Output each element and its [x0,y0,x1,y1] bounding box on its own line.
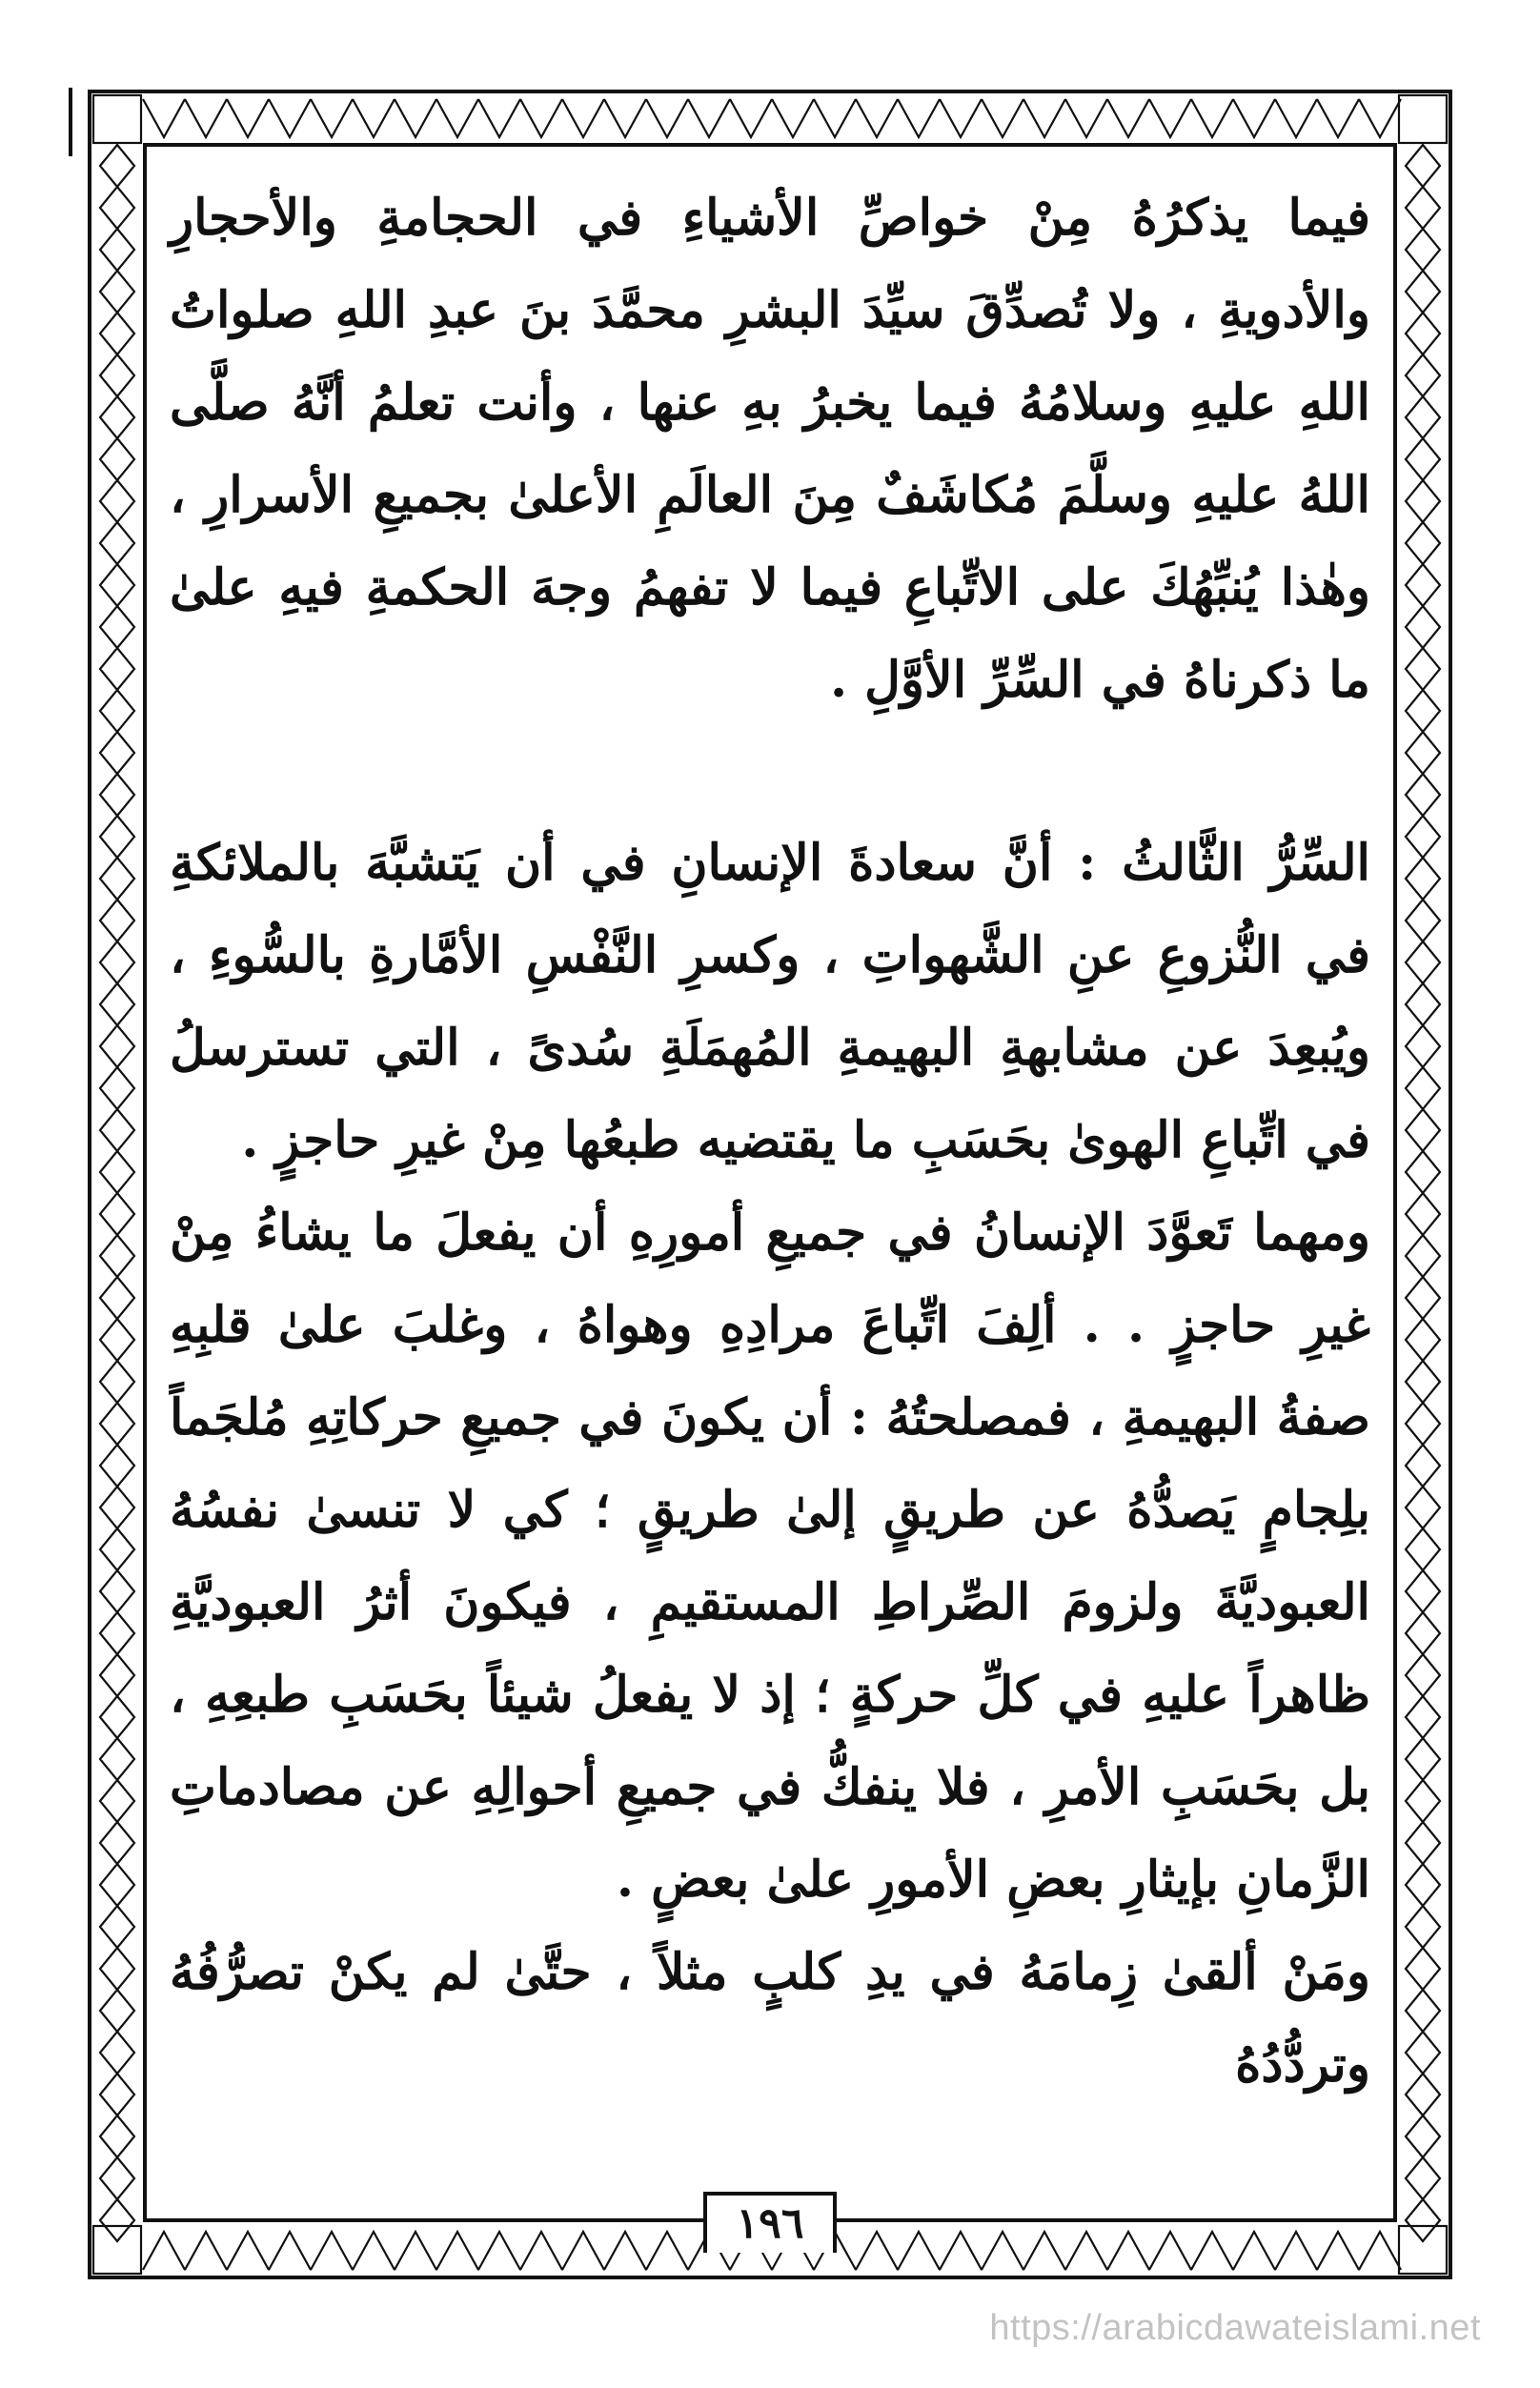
section-gap [162,726,1378,817]
scan-edge-mark [69,88,72,156]
corner-ornament [1399,2226,1447,2274]
corner-ornament [1399,95,1447,143]
body-text [162,172,1378,2111]
watermark-url: https://arabicdawateislami.net [989,2308,1481,2348]
corner-ornament [93,95,141,143]
paragraph-2: السِّرُّ الثَّالثُ : أنَّ سعادةَ الإنسانِ في أن يَتشبَّهَ بالملائكةِ في النُّزوعِ عنِ الشَّهواتِ ، وكسرِ النَّفْسِ الأمَّارةِ بالسُّوءِ ، ويُبعِدَ عن مشابهةِ البهيمةِ المُهمَلَةِ سُدىً ، التي تسترسلُ في اتِّباعِ الهوىٰ بحَسَبِ ما يقتضيه طبعُها مِنْ غيرِ حاجزٍ . [170,834,1370,1169]
corner-ornament [93,2226,141,2274]
paragraph-1: فيما يذكرُهُ مِنْ خواصِّ الأشياءِ في الحجامةِ والأحجارِ والأدويةِ ، ولا تُصدِّقَ سيِّدَ البشرِ محمَّدَ بنَ عبدِ اللهِ صلواتُ اللهِ عليهِ وسلامُهُ فيما يخبرُ بهِ عنها ، وأنت تعلمُ أنَّهُ صلَّى اللهُ عليهِ وسلَّمَ مُكاشَفٌ مِنَ العالَمِ الأعلىٰ بجميعِ الأسرارِ ، وهٰذا يُنبِّهُكَ على الاتِّباعِ فيما لا تفهمُ وجهَ الحكمةِ فيهِ علىٰ ما ذكرناهُ في السِّرِّ الأوَّلِ . [170,189,1370,709]
page-number: ١٩٦ [703,2192,837,2253]
paragraph-3: ومهما تَعوَّدَ الإنسانُ في جميعِ أمورِهِ أن يفعلَ ما يشاءُ مِنْ غيرِ حاجزٍ . . ألِفَ اتِّباعَ مرادِهِ وهواهُ ، وغلبَ علىٰ قلبِهِ صفةُ البهيمةِ ، فمصلحتُهُ : أن يكونَ في جميعِ حركاتِهِ مُلجَماً بلِجامٍ يَصدُّهُ عن طريقٍ إلىٰ طريقٍ ؛ كي لا تنسىٰ نفسُهُ العبوديَّةَ ولزومَ الصِّراطِ المستقيمِ ، فيكونَ أثرُ العبوديَّةِ ظاهراً عليهِ في كلِّ حركةٍ ؛ إذ لا يفعلُ شيئاً بحَسَبِ طبعِهِ ، بل بحَسَبِ الأمرِ ، فلا ينفكُّ في جميعِ أحوالِهِ عن مصادماتِ الزَّمانِ بإيثارِ بعضِ الأمورِ علىٰ بعضٍ . [170,1204,1371,1909]
paragraph-4: ومَنْ ألقىٰ زِمامَهُ في يدِ كلبٍ مثلاً ، حتَّىٰ لم يكنْ تصرُّفُهُ وتردُّدُهُ [170,1943,1370,2094]
